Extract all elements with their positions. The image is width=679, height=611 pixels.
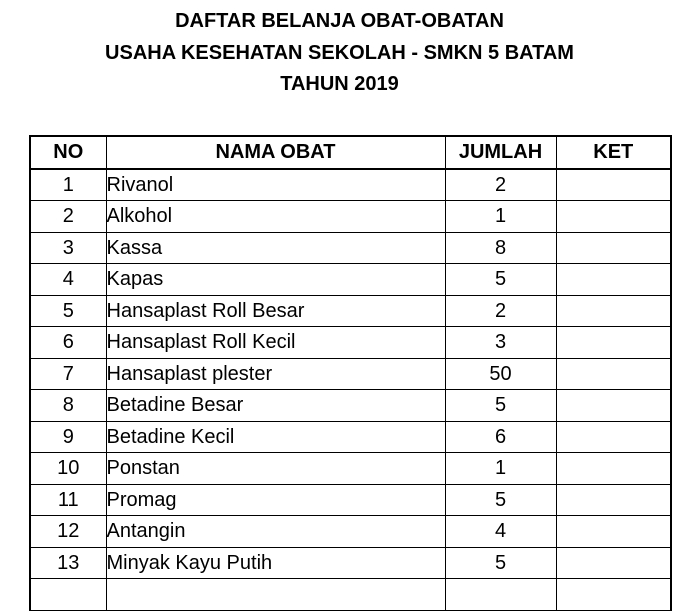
cell-name [106,579,445,611]
cell-qty: 8 [445,232,556,264]
cell-qty: 3 [445,327,556,359]
table-row [30,453,671,485]
cell-qty: 4 [445,516,556,548]
cell-ket [556,453,671,485]
cell-name: Antangin [106,516,445,548]
column-header-no: NO [30,136,106,169]
table-row [30,169,671,201]
cell-name: Kapas [106,264,445,296]
document-header [0,6,679,101]
cell-qty: 2 [445,295,556,327]
cell-no: 3 [30,232,106,264]
cell-name: Hansaplast plester [106,358,445,390]
table-row [30,232,671,264]
table-row [30,547,671,579]
cell-name: Kassa [106,232,445,264]
cell-name: Rivanol [106,169,445,201]
cell-ket [556,484,671,516]
cell-no: 6 [30,327,106,359]
cell-name: Betadine Besar [106,390,445,422]
cell-no: 2 [30,201,106,233]
table-row [30,421,671,453]
table-row [30,579,671,611]
medicine-table [29,135,672,611]
cell-ket [556,547,671,579]
cell-ket [556,201,671,233]
cell-ket [556,421,671,453]
cell-ket [556,358,671,390]
cell-qty: 1 [445,453,556,485]
cell-no: 1 [30,169,106,201]
table-row [30,484,671,516]
cell-name: Alkohol [106,201,445,233]
cell-no: 11 [30,484,106,516]
cell-qty: 1 [445,201,556,233]
cell-name: Hansaplast Roll Besar [106,295,445,327]
cell-ket [556,516,671,548]
cell-no: 5 [30,295,106,327]
cell-ket [556,264,671,296]
cell-qty: 5 [445,390,556,422]
cell-name: Ponstan [106,453,445,485]
cell-qty: 5 [445,264,556,296]
table-row [30,516,671,548]
cell-no: 7 [30,358,106,390]
cell-name: Promag [106,484,445,516]
cell-name: Minyak Kayu Putih [106,547,445,579]
cell-no: 12 [30,516,106,548]
cell-no: 4 [30,264,106,296]
cell-qty: 5 [445,484,556,516]
cell-no: 9 [30,421,106,453]
cell-qty: 5 [445,547,556,579]
column-header-qty: JUMLAH [445,136,556,169]
table-header-row [30,136,671,169]
cell-ket [556,295,671,327]
cell-no: 8 [30,390,106,422]
document-subtitle: USAHA KESEHATAN SEKOLAH - SMKN 5 BATAM [105,41,574,64]
table-row [30,201,671,233]
table-row [30,327,671,359]
cell-no: 10 [30,453,106,485]
column-header-name: NAMA OBAT [106,136,445,169]
cell-no [30,579,106,611]
cell-qty: 50 [445,358,556,390]
cell-no: 13 [30,547,106,579]
cell-ket [556,169,671,201]
cell-qty: 6 [445,421,556,453]
cell-ket [556,579,671,611]
cell-name: Hansaplast Roll Kecil [106,327,445,359]
document-year: TAHUN 2019 [280,73,399,95]
document-title: DAFTAR BELANJA OBAT-OBATAN [175,10,504,32]
cell-qty: 2 [445,169,556,201]
cell-ket [556,390,671,422]
table-row [30,358,671,390]
table-row [30,295,671,327]
cell-ket [556,327,671,359]
cell-qty [445,579,556,611]
table-row [30,264,671,296]
cell-ket [556,232,671,264]
table-row [30,390,671,422]
column-header-ket: KET [556,136,671,169]
cell-name: Betadine Kecil [106,421,445,453]
